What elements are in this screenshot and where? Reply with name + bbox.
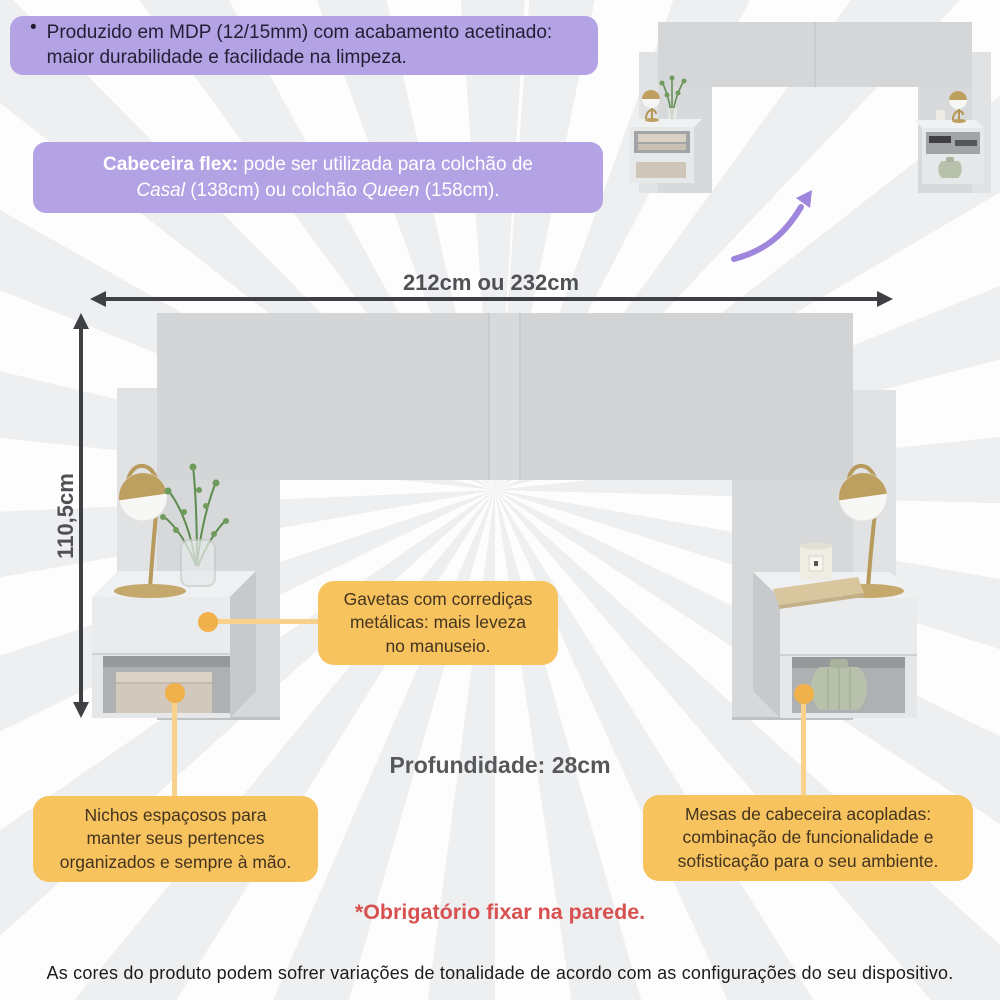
headboard-beam-right: [520, 313, 853, 480]
headboard-beam-strip: [489, 313, 520, 480]
flex-feature-line1: Cabeceira flex: pode ser utilizada para colchão de: [103, 154, 533, 176]
callout-dot-niche-left: [165, 683, 185, 703]
storage-box-icon: [116, 672, 212, 713]
product-photo: [605, 18, 995, 268]
wall-mount-warning: *Obrigatório fixar na parede.: [354, 900, 646, 924]
callout-dot-niche-right: [794, 684, 814, 704]
flex-feature-line2: Casal (138cm) ou colchão Queen (158cm).: [136, 179, 500, 201]
bullet-icon: •: [30, 17, 37, 38]
purple-arrow-icon: [734, 190, 812, 259]
drawer-front: [780, 598, 917, 655]
drawers-callout-box: Gavetas com corrediças metálicas: mais leveza no manuseio.: [318, 581, 558, 665]
material-feature-box: [10, 16, 598, 75]
side-tables-callout-box: Mesas de cabeceira acopladas: combinação de funcionalidade e sofisticação para o seu ambiente.: [643, 795, 973, 881]
height-dimension-label: 110,5cm: [53, 473, 78, 559]
callout-line-niche-right: [801, 701, 806, 796]
headboard-beam-left: [157, 313, 489, 480]
width-dimension-label: 212cm ou 232cm: [402, 270, 580, 295]
callout-line-drawer: [216, 619, 318, 624]
color-disclaimer: As cores do produto podem sofrer variações de tonalidade de acordo com as configurações do seu dispositivo.: [46, 963, 954, 983]
depth-label: Profundidade: 28cm: [389, 752, 611, 778]
headboard-mini: [630, 22, 991, 193]
callout-line-niche-left: [172, 700, 177, 797]
callout-dot-drawer: [198, 612, 218, 632]
candle-icon: [800, 543, 832, 581]
flex-feature-box: [33, 142, 603, 213]
niches-callout-box: Nichos espaçosos para manter seus pertences organizados e sempre à mão.: [33, 796, 318, 882]
glass-vase-icon: [181, 540, 215, 586]
material-feature-text: Produzido em MDP (12/15mm) com acabamento acetinado: maior durabilidade e facilidade na limpeza.: [46, 22, 553, 68]
